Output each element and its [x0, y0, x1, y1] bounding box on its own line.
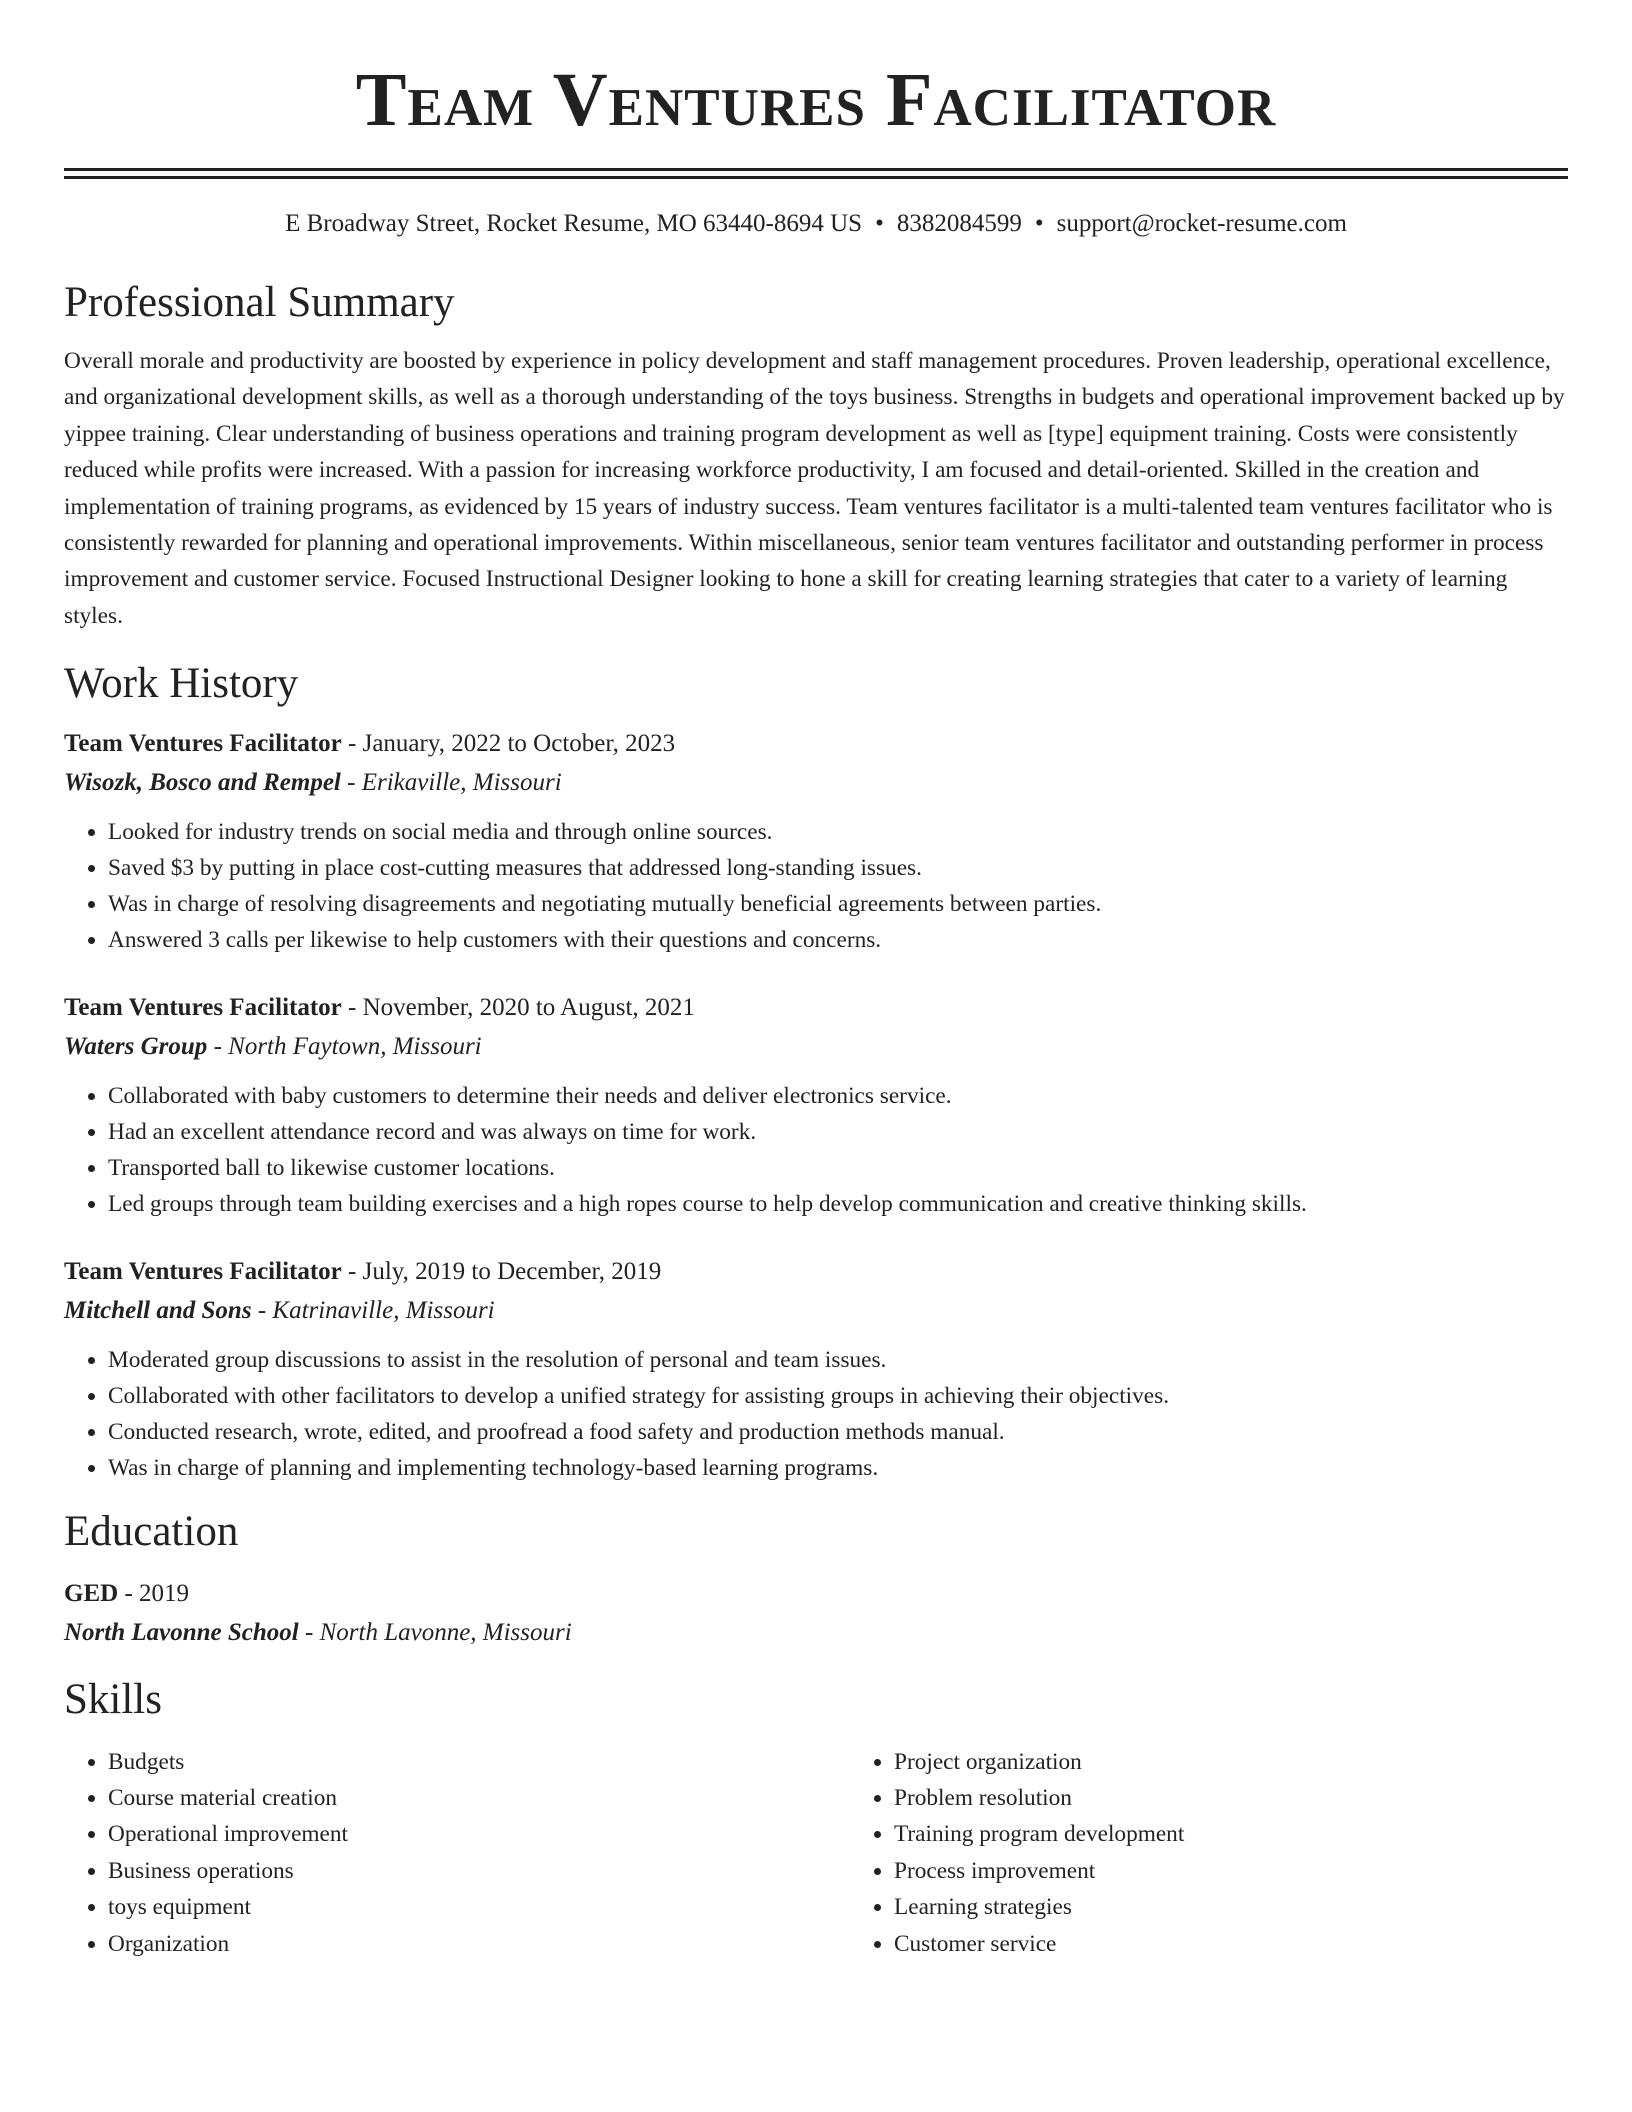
skill-item: • Project organization	[894, 1744, 1184, 1780]
job-company-line	[64, 1292, 1568, 1330]
job-location: Katrinaville, Missouri	[272, 1296, 495, 1324]
job-bullet: • Was in charge of planning and implementing technology-based learning programs.	[108, 1450, 1568, 1486]
contact-phone: 8382084599	[896, 210, 1022, 237]
job-bullet: • Had an excellent attendance record and was always on time for work.	[108, 1114, 1568, 1150]
job-role: Team Ventures Facilitator	[64, 993, 342, 1021]
job-company-line	[64, 764, 1568, 802]
job-bullets	[64, 814, 1568, 958]
education-entry	[64, 1574, 1568, 1652]
job-dash: -	[207, 1032, 229, 1060]
education-dash: -	[118, 1579, 140, 1607]
job-dash: -	[251, 1296, 273, 1324]
summary-text: Overall morale and productivity are boosted by experience in policy development and staff management procedures. Proven leadership, operational excellence, and organizational development skills, as well as a thorough understanding of the toys business. Strengths in budgets and operational improvement backed up by yippee training. Clear understanding of business operations and training program development as well as [type] equipment training. Costs were consistently reduced while profits were increased. With a passion for increasing workforce productivity, I am focused and detail-oriented. Skilled in the creation and implementation of training programs, as evidenced by 15 years of industry success. Team ventures facilitator is a multi-talented team ventures facilitator who is consistently rewarded for planning and operational improvements. Within miscellaneous, senior team ventures facilitator and outstanding performer in process improvement and customer service. Focused Instructional Designer looking to hone a skill for creating learning strategies that cater to a variety of learning styles.	[64, 348, 1565, 629]
job-entry	[64, 1252, 1568, 1486]
skill-item: • Course material creation	[108, 1780, 850, 1816]
job-title-line	[64, 724, 1568, 764]
contact-line	[64, 207, 1568, 241]
job-dash: -	[340, 768, 362, 796]
job-dash: -	[341, 729, 363, 757]
education-school-line	[64, 1614, 1568, 1652]
education-location: North Lavonne, Missouri	[319, 1618, 572, 1646]
skill-item: • Process improvement	[894, 1853, 1184, 1889]
education-degree: GED	[64, 1579, 119, 1607]
job-title-line	[64, 1252, 1568, 1292]
skill-item: • Learning strategies	[894, 1889, 1184, 1925]
job-dash: -	[341, 1257, 363, 1285]
education-school: North Lavonne School	[64, 1618, 299, 1646]
job-entry	[64, 724, 1568, 958]
skills-column-right	[850, 1744, 1184, 1962]
job-bullet: • Transported ball to likewise customer locations.	[108, 1150, 1568, 1186]
job-dates: November, 2020 to August, 2021	[362, 993, 695, 1021]
skill-item: • Operational improvement	[108, 1816, 850, 1852]
job-bullet: • Saved $3 by putting in place cost-cutting measures that addressed long-standing issues.	[108, 850, 1568, 886]
header-divider	[64, 168, 1568, 179]
job-company-line	[64, 1028, 1568, 1066]
job-bullet: • Conducted research, wrote, edited, and proofread a food safety and production methods manual.	[108, 1414, 1568, 1450]
skills-list	[64, 1744, 1568, 1962]
contact-email: support@rocket-resume.com	[1056, 210, 1347, 237]
skill-item: • Problem resolution	[894, 1780, 1184, 1816]
skills-column-left	[64, 1744, 850, 1962]
job-bullets	[64, 1342, 1568, 1486]
job-entry	[64, 988, 1568, 1222]
education-heading: Education	[64, 1507, 239, 1555]
job-role: Team Ventures Facilitator	[64, 729, 342, 757]
job-dash: -	[341, 993, 363, 1021]
job-bullet: • Answered 3 calls per likewise to help customers with their questions and concerns.	[108, 922, 1568, 958]
job-dates: January, 2022 to October, 2023	[362, 729, 676, 757]
skill-item: • Training program development	[894, 1816, 1184, 1852]
summary-heading: Professional Summary	[64, 279, 455, 326]
job-dates: July, 2019 to December, 2019	[362, 1257, 662, 1285]
job-company: Waters Group	[64, 1032, 208, 1060]
job-company: Mitchell and Sons	[64, 1296, 252, 1324]
job-bullet: • Looked for industry trends on social media and through online sources.	[108, 814, 1568, 850]
contact-separator: •	[875, 210, 884, 237]
job-role: Team Ventures Facilitator	[64, 1257, 342, 1285]
skill-item: • toys equipment	[108, 1889, 850, 1925]
job-bullet: • Moderated group discussions to assist in the resolution of personal and team issues.	[108, 1342, 1568, 1378]
job-title-line	[64, 988, 1568, 1028]
job-location: North Faytown, Missouri	[228, 1032, 482, 1060]
job-bullet: • Collaborated with other facilitators to develop a unified strategy for assisting groups in achieving their objectives.	[108, 1378, 1568, 1414]
skill-item: • Business operations	[108, 1853, 850, 1889]
job-bullet: • Led groups through team building exercises and a high ropes course to help develop communication and creative thinking skills.	[108, 1186, 1568, 1222]
work-history-heading: Work History	[64, 659, 299, 707]
job-company: Wisozk, Bosco and Rempel	[64, 768, 341, 796]
job-bullet: • Collaborated with baby customers to determine their needs and deliver electronics service.	[108, 1078, 1568, 1114]
resume-name: Team Ventures Facilitator	[355, 58, 1277, 142]
job-bullets	[64, 1078, 1568, 1222]
job-location: Erikaville, Missouri	[361, 768, 562, 796]
skill-item: • Budgets	[108, 1744, 850, 1780]
skill-item: • Organization	[108, 1926, 850, 1962]
education-dash: -	[298, 1618, 320, 1646]
contact-address: E Broadway Street, Rocket Resume, MO 63440-8694 US	[285, 210, 863, 237]
education-year: 2019	[139, 1579, 190, 1607]
skill-item: • Customer service	[894, 1926, 1184, 1962]
skills-heading: Skills	[64, 1675, 162, 1723]
education-degree-line	[64, 1574, 1568, 1614]
contact-separator: •	[1034, 210, 1044, 237]
job-bullet: • Was in charge of resolving disagreements and negotiating mutually beneficial agreements between parties.	[108, 886, 1568, 922]
